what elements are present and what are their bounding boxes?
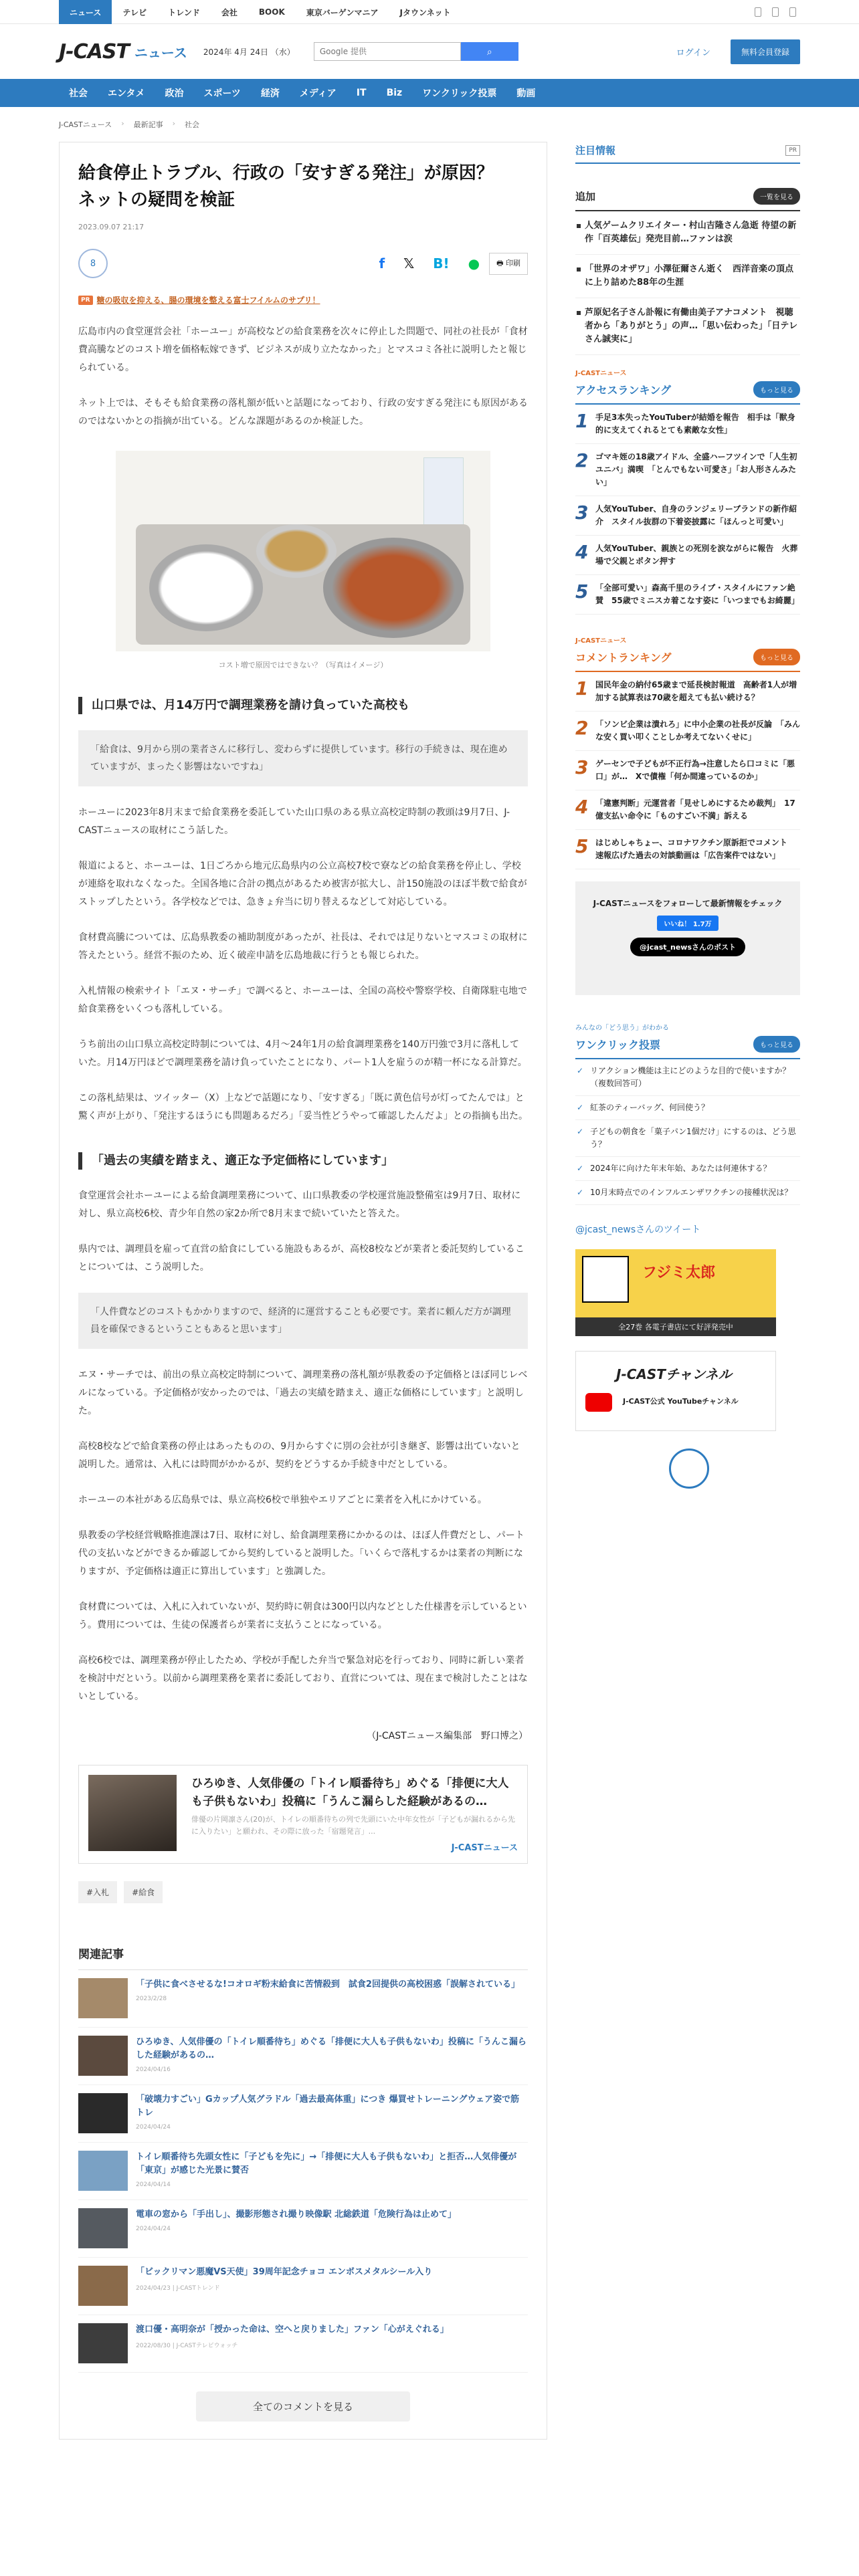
ranking-number: 1 [575, 677, 589, 700]
related-thumbnail [78, 1978, 128, 2018]
share-bar [78, 250, 528, 277]
ranking-title[interactable]: 「違憲判断」元運営者「見せしめにするため裁判」 17億支払い命令に「ものすごい不満」訴える [595, 798, 795, 821]
related-title[interactable]: 「破壊力すごい」Gカップ人気グラドル「過去最高体重」につき 爆買せトレーニングウェア姿で筋トレ [136, 2095, 520, 2118]
related-date: 2024/04/14 [136, 2181, 171, 2188]
related-thumbnail [78, 2151, 128, 2191]
vote-title: ワンクリック投票 [575, 1039, 661, 1051]
ranking-item[interactable] [575, 536, 800, 575]
nav-link[interactable]: 経済 [260, 88, 280, 99]
breadcrumb-item[interactable]: J-CASTニュース [59, 120, 112, 129]
print-label: 印刷 [506, 258, 520, 267]
ranking-title[interactable]: ゲーセンで子どもが不正行為→注意したら口コミに「悪口」が… Xで債権「何か間違っているのか」 [595, 759, 795, 781]
article-title: 給食停止トラブル、行政の「安すぎる発注」が原因？ ネットの疑問を検証 [78, 163, 511, 210]
related-title[interactable]: 渡口優・高明奈が「授かった命は、空へと戻りました」ファン「心がえぐれる」 [136, 2325, 449, 2335]
pr-link[interactable] [78, 294, 528, 306]
ranking-title[interactable]: 手足3本失ったYouTuberが結婚を報告 相手は「獣身的に支えてくれるとても素敵な女性」 [595, 413, 795, 435]
side-dish-bowl [256, 524, 337, 578]
nav-link[interactable]: エンタメ [108, 88, 145, 99]
search-form [314, 42, 518, 61]
ranking-number: 2 [575, 449, 589, 471]
login-link[interactable]: ログイン [676, 47, 710, 58]
soup-bowl [323, 538, 464, 638]
nav-link[interactable]: メディア [299, 88, 337, 99]
related-title[interactable]: 「子供に食べさせるな!コオロギ粉末給食に苦情殺到 試食2回提供の高校困惑「誤解されている」 [136, 1979, 520, 1990]
facebook-like-button[interactable]: いいね！ 1.7万 [657, 916, 718, 931]
related-thumbnail [78, 2323, 128, 2363]
vote-item[interactable]: ✓ 紅茶のティーバッグ、何回使う？ [575, 1096, 800, 1120]
vote-subtitle: みんなの「どう思う」がわかる [575, 1025, 669, 1032]
ranking-title[interactable]: はじめしゃちょー、コロナワクチン原訴拒でコメント 速報広げた過去の対談動画は「広告案件ではない」 [595, 838, 795, 860]
related-item[interactable] [78, 2200, 528, 2258]
ad-banner-youtube[interactable] [575, 1351, 776, 1431]
pr-text[interactable]: 糖の吸収を抑える、腸の環境を整える富士フイルムのサプリ！ [96, 296, 320, 305]
logo-sub: ニュース [134, 44, 187, 61]
ad-subtitle: 全27巻 各電子書店にて好評発売中 [575, 1317, 776, 1336]
brand-label: J-CASTニュース [575, 637, 627, 645]
search-button[interactable]: ⌕ [461, 42, 518, 61]
ad2-subtitle: J-CAST公式 YouTubeチャンネル [623, 1397, 739, 1406]
related-date: 2022/08/30 | J-CASTテレビウォッチ [136, 2343, 238, 2349]
follow-text: J-CASTニュースをフォローして最新情報をチェック [593, 899, 783, 908]
related-thumbnail [78, 2208, 128, 2248]
topbar-link[interactable]: トレンド [168, 7, 200, 17]
access-ranking-title: アクセスランキング [575, 384, 672, 397]
related-text [136, 2323, 449, 2364]
paragraph: 報道によると、ホーユーは、1日ごろから地元広島県内の公立高校7校で寮などの給食業務を停止し、学校が連絡を取れなくなった。全国各地に合計の拠点があるため被害が拡大し、計150施設のほぼ半数で給食がストップしたという。各学校などでは、急きょ弁当に切り替えるなどして対応している。 [78, 861, 527, 907]
ranking-number: 5 [575, 580, 589, 603]
related-thumbnail [78, 2036, 128, 2076]
x-follow-button[interactable]: @jcast_newsさんのポスト [630, 938, 745, 956]
pr-badge: PR [785, 145, 800, 156]
vote-header [575, 1036, 800, 1059]
section-heading: 「過去の実績を踏まえ、適正な予定価格にしています」 [78, 1152, 528, 1170]
site-logo[interactable] [59, 40, 187, 64]
ranking-item[interactable] [575, 830, 800, 869]
topbar-link[interactable]: テレビ [122, 7, 147, 17]
ranking-item[interactable] [575, 575, 800, 615]
site-header [0, 24, 859, 79]
brand-label: J-CASTニュース [575, 370, 627, 377]
related-item[interactable] [78, 2028, 528, 2085]
ranking-number: 4 [575, 541, 589, 563]
photo-caption: コスト増で原因ではできない？（写真はイメージ） [218, 661, 388, 669]
paragraph: ホーユーの本社がある広島県では、県立高校6校で単独やエリアごとに業者を入札にかけている。 [78, 1495, 487, 1505]
recommended-article-card[interactable] [78, 1765, 528, 1864]
follow-box [575, 881, 800, 995]
nav-link[interactable]: 社会 [69, 88, 88, 99]
related-title[interactable]: 電車の窓から「手出し」、撮影形態され撮り映像駅 北総鉄道「危険行為は止めて」 [136, 2210, 457, 2220]
quote: 「人件費などのコストもかかりますので、経済的に運営することも必要です。業者に頼んだ方が調理員を確保できるということもあると思います」 [78, 1293, 528, 1349]
paragraph: ホーユーに2023年8月末まで給食業務を委託していた山口県のある県立高校定時制の教頭は9月7日、J-CASTニュースの取材にこう話した。 [78, 807, 510, 836]
related-text [136, 2036, 528, 2076]
paragraph: エヌ・サーチでは、前出の県立高校定時制について、調理業務の落札額が県教委の予定価格とほぼ同じレベルになっている。予定価格が安かったのでは、「過去の実績を踏まえ、適正な価格にしています」と説明した。 [78, 1370, 528, 1416]
article-photo [116, 451, 490, 651]
comment-count-button[interactable] [78, 249, 108, 278]
followup-item[interactable]: 人気ゲームクリエイター・村山吉隆さん急逝 待望の新作「百英雄伝」発売目前…ファンは涙 [575, 211, 800, 255]
related-text [136, 2266, 432, 2306]
followup-title: 追加 [575, 191, 596, 203]
followup-header [575, 188, 800, 211]
x-share-icon[interactable]: 𝕏 [403, 255, 415, 272]
related-title[interactable]: 「ビックリマン悪魔VS天使」39周年記念チョコ エンボスメタルシール入り [136, 2267, 433, 2277]
ranking-number: 5 [575, 835, 589, 857]
ranking-item[interactable] [575, 672, 800, 712]
vote-item[interactable]: ✓ リアクション機能は主にどのような目的で使いますか？（複数回答可） [575, 1059, 800, 1096]
vote-list [575, 1059, 800, 1205]
related-list [78, 1970, 528, 2373]
nav-link[interactable]: IT [356, 88, 367, 98]
ranking-title[interactable]: 人気YouTuber、親族との死別を涙ながらに報告 火葬場で父親とポタン押す [595, 544, 798, 566]
ad-banner-manga[interactable] [575, 1249, 776, 1336]
related-text [136, 2093, 528, 2134]
vote-item[interactable]: ✓ 2024年に向けた年末年始、あなたは何連休する？ [575, 1157, 800, 1181]
ranking-item[interactable] [575, 712, 800, 751]
ranking-item[interactable] [575, 444, 800, 496]
attention-header [575, 143, 800, 164]
tag-list [78, 1881, 528, 1903]
ad2-title: J-CASTチャンネル [616, 1366, 732, 1382]
top-bar [0, 0, 859, 24]
vote-item[interactable]: ✓ 10月末時点でのインフルエンザワクチンの接種状況は？ [575, 1181, 800, 1205]
related-item[interactable] [78, 2085, 528, 2143]
list-button[interactable]: 一覧を見る [753, 188, 800, 205]
paragraph: 入札情報の検索サイト「エヌ・サーチ」で調べると、ホーユーは、全国の高校や警察学校、自衛隊駐屯地で給食業務をいくつも落札している。 [78, 986, 528, 1014]
recommended-thumbnail [88, 1775, 177, 1851]
tweets-title[interactable]: @jcast_newsさんのツイート [575, 1224, 701, 1235]
topbar-link[interactable]: 東京バーゲンマニア [306, 7, 379, 17]
line-share-icon[interactable]: ● [468, 255, 480, 272]
more-button[interactable]: もっと見る [753, 1036, 800, 1053]
ranking-title[interactable]: 「ソンビ企業は潰れろ」に中小企業の社長が反論 「みんな安く買い叩くことしか考えてないくせに」 [595, 720, 801, 742]
vote-item[interactable]: ✓ 子どもの朝食を「菓子パン1個だけ」にするのは、どう思う？ [575, 1120, 800, 1157]
facebook-share-icon[interactable]: f [379, 255, 385, 272]
tag[interactable]: #入札 [78, 1881, 117, 1903]
related-title[interactable]: ひろゆき、人気俳優の「トイレ順番待ち」めぐる「排便に大人も子供もないわ」投稿に「うんこ漏らした経験があるの… [136, 2037, 527, 2060]
register-button[interactable]: 無料会員登録 [731, 39, 800, 64]
access-ranking-header [575, 381, 800, 405]
ranking-number: 3 [575, 502, 589, 524]
related-text [136, 1978, 520, 2019]
search-input[interactable] [314, 42, 461, 61]
nav-link[interactable]: Biz [386, 88, 403, 98]
related-text [136, 2208, 456, 2249]
facebook-icon[interactable] [772, 7, 779, 17]
topbar-link[interactable]: BOOK [258, 7, 285, 17]
all-comments-button[interactable]: 全てのコメントを見る [196, 2391, 410, 2422]
related-date: 2023/2/28 [136, 1996, 167, 2002]
topbar-link[interactable]: Jタウンネット [399, 7, 451, 17]
related-date: 2024/04/24 [136, 2124, 171, 2131]
related-item[interactable] [78, 1970, 528, 2028]
sidebar [575, 142, 800, 2440]
topbar-link[interactable]: ニュース [59, 0, 112, 24]
youtube-icon [585, 1393, 612, 1412]
ad-thumbnail [582, 1256, 629, 1303]
related-item[interactable] [78, 2143, 528, 2200]
paragraph: この落札結果は、ツイッター（X）上などで話題になり、「安すぎる」「既に黄色信号が灯ってたんでは」と驚く声が上がり、「発注するほうにも問題あるだろ」「妥当性どうやって確認したんだよ」との指摘も出た。 [78, 1093, 528, 1121]
ad-title: フジミ太郎 [642, 1265, 716, 1281]
nav-link[interactable]: ワンクリック投票 [422, 88, 497, 99]
more-button[interactable]: もっと見る [753, 649, 800, 665]
tag[interactable]: #給食 [124, 1881, 163, 1903]
breadcrumb-item[interactable]: 社会 [185, 120, 199, 129]
comment-ranking-title: コメントランキング [575, 651, 672, 664]
privacy-mark-icon[interactable] [669, 1448, 709, 1489]
nav-link[interactable]: 政治 [165, 88, 184, 99]
current-date: 2024年 4月 24日 （水） [203, 47, 295, 57]
print-button[interactable]: 🖶 印刷 [489, 253, 528, 275]
ranking-number: 1 [575, 410, 589, 432]
related-date: 2024/04/23 | J-CASTトレンド [136, 2285, 220, 2292]
related-date: 2024/04/16 [136, 2066, 171, 2073]
related-item[interactable] [78, 2315, 528, 2373]
article-date: 2023.09.07 21:17 [78, 223, 145, 231]
ranking-number: 4 [575, 796, 589, 818]
ranking-title[interactable]: 「全部可愛い」森高千里のライブ・スタイルにファン絶賛 55歳でミニスカ着こなす姿に「いつまでもお綺麗」 [595, 583, 799, 605]
paragraph: うち前出の山口県立高校定時制については、4月〜24年1月の給食調理業務を140万円強で3月に落札していた。月14万円ほどで調理業務を請け負っていたことになり、パート1人を雇うのが精一杯になる計算だ。 [78, 1039, 527, 1068]
paragraph: 食材費高騰については、広島県教委の補助制度があったが、社長は、それでは足りないとマスコミの取材に答えたという。経営不振のため、近く破産申請を広島地裁に行うとも報じられた。 [78, 932, 528, 961]
related-date: 2024/04/24 [136, 2226, 171, 2232]
access-ranking-list [575, 405, 800, 615]
related-thumbnail [78, 2093, 128, 2133]
paragraph: 高校8校などで給食業務の停止はあったものの、9月からすぐに別の会社が引き継ぎ、影響は出ていないと説明した。通常は、入札には時間がかかるが、契約をどうするか手続き中だとしている。 [78, 1441, 520, 1470]
section-heading: 山口県では、月14万円で調理業務を請け負っていた高校も [78, 697, 528, 714]
topbar-social-icons[interactable] [755, 0, 800, 24]
paragraph: 食材費については、入札に入れていないが、契約時に朝食は300円以内などとした仕様書を示しているという。費用については、生徒の保護者らが業者に支払うことになっている。 [78, 1602, 527, 1630]
quote: 「給食は、9月から別の業者さんに移行し、変わらずに提供しています。移行の手続きは、現在進めていますが、まったく影響はないですね」 [78, 730, 528, 786]
paragraph: 食堂運営会社ホーユーによる給食調理業務について、山口県教委の学校運営施設整備室は9月7日、取材に対し、県立高校6校、青少年自然の家2か所で8月末まで続いていたと答えた。 [78, 1190, 521, 1219]
ranking-item[interactable] [575, 405, 800, 444]
comment-ranking-list [575, 672, 800, 869]
paragraph: 高校6校では、調理業務が停止したため、学校が手配した弁当で緊急対応を行っており、同時に新しい業者を検討中だという。以前から調理業務を業者に委託しており、直営については、現在まで検討したことはないとしている。 [78, 1655, 528, 1702]
ranking-item[interactable] [575, 496, 800, 536]
comment-ranking-header [575, 649, 800, 672]
ranking-number: 3 [575, 756, 589, 778]
followup-item[interactable]: 芦原妃名子さん訃報に有働由美子アナコメント 視聴者から「ありがとう」の声…「思い伝わった」「日テレさん誠実に」 [575, 298, 800, 355]
byline: （J-CASTニュース編集部 野口博之） [367, 1731, 528, 1741]
nav-link[interactable]: 動画 [516, 88, 536, 99]
recommended-title: ひろゆき、人気俳優の「トイレ順番待ち」めぐる「排便に大人も子供もないわ」投稿に「うんこ漏らした経験があるの… [191, 1777, 509, 1808]
ranking-title[interactable]: 国民年金の納付65歳まで延長検討報道 高齢者1人が増加する試算表は70歳を超えても払い続ける？ [595, 680, 797, 702]
ranking-title[interactable]: ゴマキ姪の18歳アイドル、全盛ハーフツインで「人生初ユニバ」満喫 「とんでもない可愛さ」「お人形さんみたい」 [595, 452, 797, 487]
ranking-number: 2 [575, 717, 589, 739]
more-button[interactable]: もっと見る [753, 381, 800, 398]
hatena-share-icon[interactable]: B! [433, 255, 450, 272]
followup-list [575, 211, 800, 355]
pr-tag: PR [78, 296, 93, 305]
breadcrumb-item[interactable]: 最新記事 [133, 120, 163, 129]
paragraph: 県内では、調理員を雇って直営の給食にしている施設もあるが、高校8校などが業者と委託契約していることについては、こう説明した。 [78, 1244, 524, 1273]
main-nav [0, 79, 859, 107]
paragraph: 広島市内の食堂運営会社「ホーユー」が高校などの給食業務を次々に停止した問題で、同社の社長が「食材費高騰などのコスト増を価格転嫁できず、ビジネスが成り立たなかった」とマスコミ各社に説明したと報じられている。 [78, 326, 528, 373]
article-main [59, 142, 547, 2440]
ranking-item[interactable] [575, 751, 800, 790]
paragraph: ネット上では、そもそも給食業務の落札額が低いと話題になっており、行政の安すぎる発注にも原因があるのではないかとの指摘が出ている。どんな課題があるのか検証した。 [78, 398, 528, 427]
recommended-brand: J-CASTニュース [451, 1843, 518, 1853]
breadcrumb: J-CASTニュース › 最新記事 › 社会 [59, 119, 199, 129]
ranking-title[interactable]: 人気YouTuber、自身のランジェリーブランドの新作紹介 スタイル抜群の下着姿披露に「ほんっと可愛い」 [595, 504, 797, 526]
recommended-desc: 俳優の片岡凛さん(20)が、トイレの順番待ちの列で先頭にいた中年女性が「子どもが漏れるから先に入りたい」と願われ、その際に放った「宿題発言」... [191, 1815, 516, 1836]
related-item[interactable] [78, 2258, 528, 2315]
rice-bowl [149, 544, 263, 631]
twitter-icon[interactable] [755, 7, 761, 17]
related-title[interactable]: トイレ順番待ち先頭女性に「子どもを先に」→「排便に大人も子供もないわ」と拒否…人気俳優が「東京」が感じた光景に賛否 [136, 2152, 517, 2175]
logo-mark: J-CAST [59, 39, 129, 64]
followup-item[interactable]: 「世界のオザワ」小澤征爾さん逝く 西洋音楽の頂点に上り詰めた88年の生涯 [575, 255, 800, 298]
comment-count: 8 [90, 258, 96, 269]
attention-title: 注目情報 [575, 144, 616, 156]
topbar-link[interactable]: 会社 [221, 7, 237, 17]
related-heading: 関連記事 [78, 1945, 528, 1970]
ranking-item[interactable] [575, 790, 800, 830]
related-text [136, 2151, 528, 2191]
related-thumbnail [78, 2266, 128, 2306]
paragraph: 県教委の学校経営戦略推進課は7日、取材に対し、給食調理業務にかかるのは、ほぼ人件費だとし、パート代の支払いなどができるか確認してから契約していると説明した。「いくらで落札するかは業者の判断になりますが、予定価格は適正に算出しています」と強調した。 [78, 1530, 524, 1577]
nav-link[interactable]: スポーツ [203, 88, 241, 99]
rss-icon[interactable] [789, 7, 796, 17]
